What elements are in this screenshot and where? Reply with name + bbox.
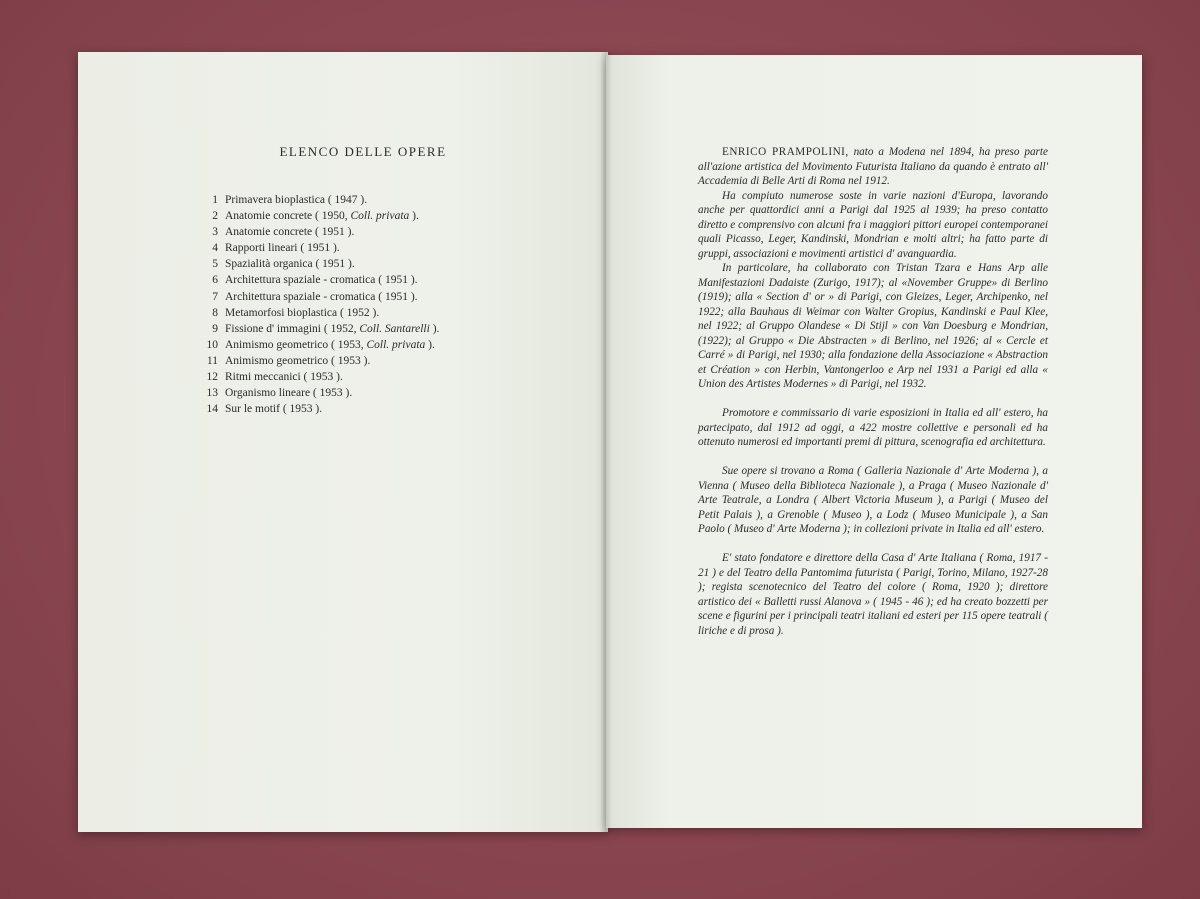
bio-paragraph-3: In particolare, ha collaborato con Tristan Tzara e Hans Arp alle Manifestazioni Dadaiste (Zurigo, 1917); al «November Gruppe» di Berlino (1919); alla « Section d' or » di Parigi, con Gleizes, Leger, Archipenko, nel 1922; alla Bauhaus di Weimar con Walter Gropius, Kandinski e Paul Klee, nel 1922; al Gruppo Olandese « Di Stijl » con Van Doesburg e Mondrian, (1922); al Gruppo « Die Abstracten » di Berlino, nel 1926; al « Cercle et Carré » di Parigi, nel 1930; alla fondazione della Associazione « Abstraction et Création » con Herbin, Vantongerloo e Arp nel 1931 a Parigi ed alla « Union des Artistes Modernes » di Parigi, nel 1932. bbox=[698, 262, 1048, 390]
works-list-item bbox=[198, 385, 439, 401]
work-title: Metamorfosi bioplastica ( 1952 ). bbox=[225, 306, 380, 319]
work-number: 13 bbox=[206, 387, 218, 400]
work-title: Primavera bioplastica ( 1947 ). bbox=[225, 194, 368, 206]
work-number: 14 bbox=[206, 403, 218, 416]
work-title: Sur le motif ( 1953 ). bbox=[225, 403, 323, 416]
work-number: 12 bbox=[206, 371, 218, 384]
work-number: 4 bbox=[212, 242, 218, 255]
work-collection: Coll. privata bbox=[350, 210, 410, 223]
work-number: 8 bbox=[212, 306, 218, 319]
work-number: 2 bbox=[212, 210, 218, 223]
works-list-item bbox=[198, 289, 439, 305]
book-gutter bbox=[600, 52, 612, 832]
bio-paragraph-6: E' stato fondatore e direttore della Casa d' Arte Italiana ( Roma, 1917 - 21 ) e del Teatro della Pantomima futurista ( Parigi, Torino, Milano, 1927-28 ); regista scenotecnico del Teatro del colore ( Roma, 1920 ); direttore artistico dei « Balletti russi Alanova » ( 1945 - 46 ); ed ha creato bozzetti per scene e figurini per i principali teatri italiani ed esteri per 115 opere teatrali ( liriche e di prosa ). bbox=[698, 552, 1048, 637]
work-title: Ritmi meccanici ( 1953 ). bbox=[225, 371, 343, 384]
work-title: Animismo geometrico ( 1953, bbox=[225, 338, 367, 351]
right-page bbox=[606, 55, 1142, 828]
biography-text bbox=[698, 145, 1048, 638]
work-title: Architettura spaziale - cromatica ( 1951 ). bbox=[225, 274, 418, 287]
work-title-end: ). bbox=[409, 210, 419, 223]
works-list-item bbox=[198, 337, 439, 353]
bio-paragraph-1: ENRICO PRAMPOLINI, nato a Modena nel 1894, ha preso parte all'azione artistica del Movimento Futurista Italiano da quando è entrato all' Accademia di Belle Arti di Roma nel 1912. bbox=[698, 146, 1048, 187]
work-title: Anatomie concrete ( 1950, bbox=[225, 210, 351, 223]
works-list-item bbox=[198, 305, 439, 321]
work-number: 11 bbox=[206, 354, 218, 367]
work-title: Anatomie concrete ( 1951 ). bbox=[225, 226, 355, 239]
bio-paragraph-4: Promotore e commissario di varie esposizioni in Italia ed all' estero, ha partecipato, dal 1912 ad oggi, a 422 mostre collettive e personali ed ha ottenuto numerosi ed importanti premi di pittura, scenografia ed architettura. bbox=[698, 407, 1048, 448]
work-title: Rapporti lineari ( 1951 ). bbox=[225, 242, 340, 255]
bio-paragraph-2: Ha compiuto numerose soste in varie nazioni d'Europa, lavorando anche per quattordici anni a Parigi dal 1925 al 1939; ha preso contatto diretto e comprensivo con alcuni fra i maggiori pittori europei contemporanei quali Picasso, Leger, Kandinski, Mondrian e molti altri; ha fatto parte di gruppi, associazioni e movimenti artistici d' avanguardia. bbox=[698, 189, 1048, 260]
works-list-item bbox=[198, 369, 439, 385]
works-list-item bbox=[198, 192, 439, 208]
work-number: 3 bbox=[212, 226, 218, 239]
works-list-item bbox=[198, 353, 439, 369]
work-title: Architettura spaziale - cromatica ( 1951 ). bbox=[225, 290, 418, 303]
work-number: 10 bbox=[206, 338, 218, 351]
bio-paragraph-5: Sue opere si trovano a Roma ( Galleria Nazionale d' Arte Moderna ), a Vienna ( Museo della Biblioteca Nazionale ), a Praga ( Museo Nazionale d' Arte Teatrale, a Londra ( Albert Victoria Museum ), a Parigi ( Museo del Petit Palais ), a Grenoble ( Museo ), a Lodz ( Museo Municipale ), a San Paolo ( Museo d' Arte Moderna ); in collezioni private in Italia ed all' estero. bbox=[698, 465, 1048, 535]
work-collection: Coll. privata bbox=[366, 338, 426, 351]
artist-name: ENRICO PRAMPOLINI, bbox=[722, 146, 849, 158]
works-list-item bbox=[198, 256, 439, 272]
work-collection: Coll. Santarelli bbox=[359, 322, 430, 335]
work-number: 6 bbox=[212, 274, 218, 287]
work-title-end: ). bbox=[425, 338, 435, 351]
works-list-item bbox=[198, 272, 439, 288]
work-number: 5 bbox=[212, 258, 218, 271]
works-list-item bbox=[198, 208, 439, 224]
work-number: 1 bbox=[212, 194, 218, 206]
works-list-item bbox=[198, 240, 439, 256]
works-list-item bbox=[198, 401, 439, 417]
works-list-title: ELENCO DELLE OPERE bbox=[279, 144, 447, 159]
work-title-end: ). bbox=[429, 322, 440, 335]
work-title: Organismo lineare ( 1953 ). bbox=[225, 387, 353, 400]
works-list-item bbox=[198, 224, 439, 240]
work-title: Animismo geometrico ( 1953 ). bbox=[225, 354, 371, 367]
work-title: Fissione d' immagini ( 1952, bbox=[225, 322, 360, 335]
works-list-item bbox=[198, 321, 439, 337]
works-list bbox=[198, 192, 439, 417]
work-number: 7 bbox=[212, 290, 218, 303]
left-page bbox=[78, 52, 608, 832]
work-title: Spazialità organica ( 1951 ). bbox=[225, 258, 355, 271]
work-number: 9 bbox=[212, 322, 218, 335]
